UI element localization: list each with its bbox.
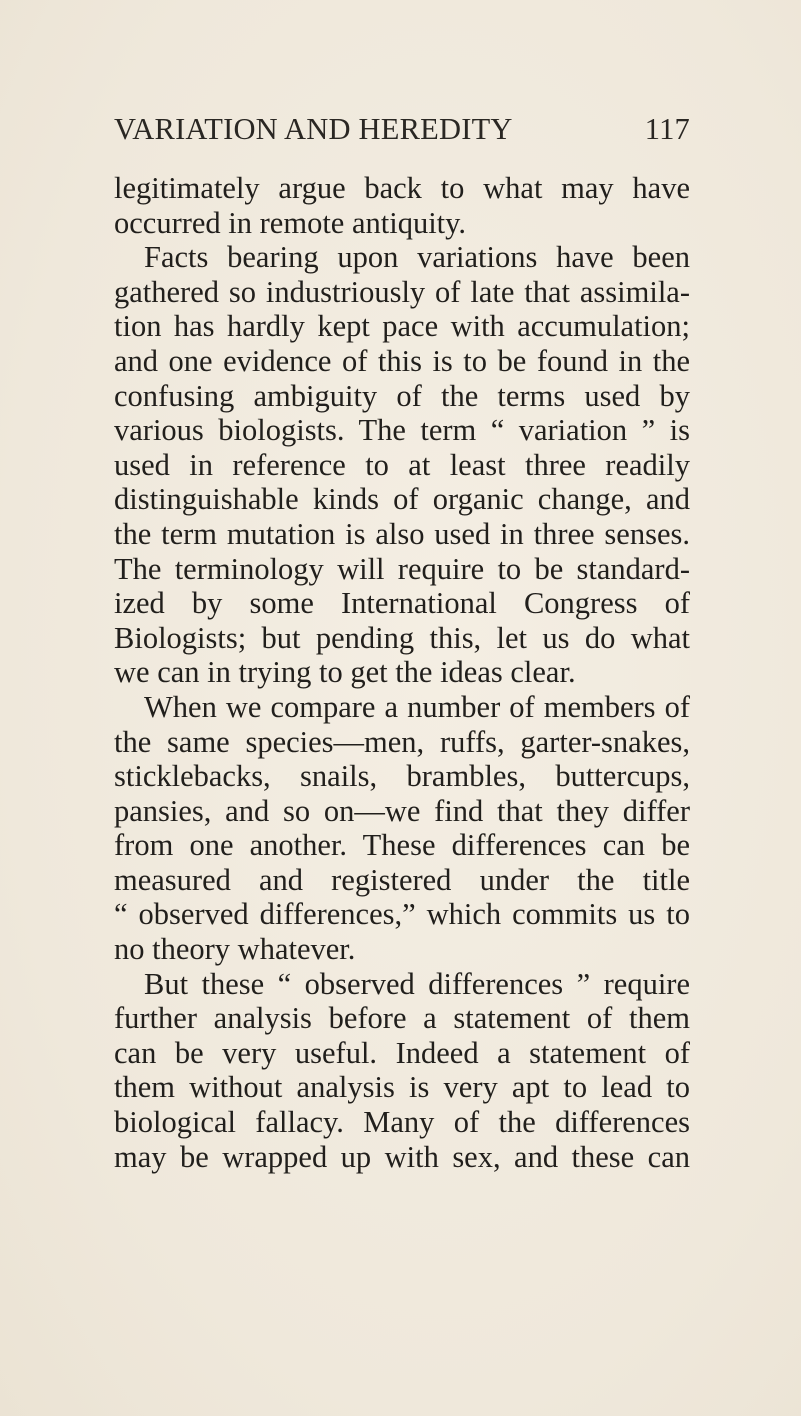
text-line: and one evidence of this is to be found in the xyxy=(114,343,690,378)
text-line: no theory whatever. xyxy=(114,932,356,967)
text-line: The terminology will require to be standard- xyxy=(114,551,690,586)
text-line: sticklebacks, snails, brambles, buttercups, xyxy=(114,759,690,794)
body-text xyxy=(114,171,690,1174)
text-line: further analysis before a statement of them xyxy=(114,1001,690,1036)
text-line: ized by some International Congress of xyxy=(114,586,690,621)
text-line: the same species—men, ruffs, garter-snakes, xyxy=(114,724,690,759)
text-line: them without analysis is very apt to lead to xyxy=(114,1070,690,1105)
text-line: “ observed differences,” which commits us to xyxy=(114,897,690,932)
text-line: may be wrapped up with sex, and these can xyxy=(114,1139,690,1174)
text-line: we can in trying to get the ideas clear. xyxy=(114,655,576,690)
text-line: confusing ambiguity of the terms used by xyxy=(114,378,690,413)
page-number: 117 xyxy=(644,112,690,146)
text-line: gathered so industriously of late that assimila- xyxy=(114,274,690,309)
running-head xyxy=(114,109,690,149)
text-line: can be very useful. Indeed a statement of xyxy=(114,1035,690,1070)
paragraph-first-line: Facts bearing upon variations have been xyxy=(144,240,690,275)
text-line: legitimately argue back to what may have xyxy=(114,171,690,205)
text-line: the term mutation is also used in three senses. xyxy=(114,516,690,551)
text-line: measured and registered under the title xyxy=(114,862,690,897)
text-line: various biologists. The term “ variation ” is xyxy=(114,413,690,448)
text-line: tion has hardly kept pace with accumulation; xyxy=(114,309,690,344)
text-line: used in reference to at least three readily xyxy=(114,447,690,482)
paragraph-first-line: When we compare a number of members of xyxy=(144,689,690,724)
text-line: distinguishable kinds of organic change, and xyxy=(114,482,690,517)
text-line: pansies, and so on—we find that they differ xyxy=(114,793,690,828)
text-line: biological fallacy. Many of the differences xyxy=(114,1105,690,1140)
text-line: from one another. These differences can be xyxy=(114,828,690,863)
running-head-title: VARIATION AND HEREDITY xyxy=(114,112,513,146)
text-line: Biologists; but pending this, let us do what xyxy=(114,620,690,655)
paragraph-first-line: But these “ observed differences ” require xyxy=(144,966,690,1001)
text-line: occurred in remote antiquity. xyxy=(114,205,467,240)
